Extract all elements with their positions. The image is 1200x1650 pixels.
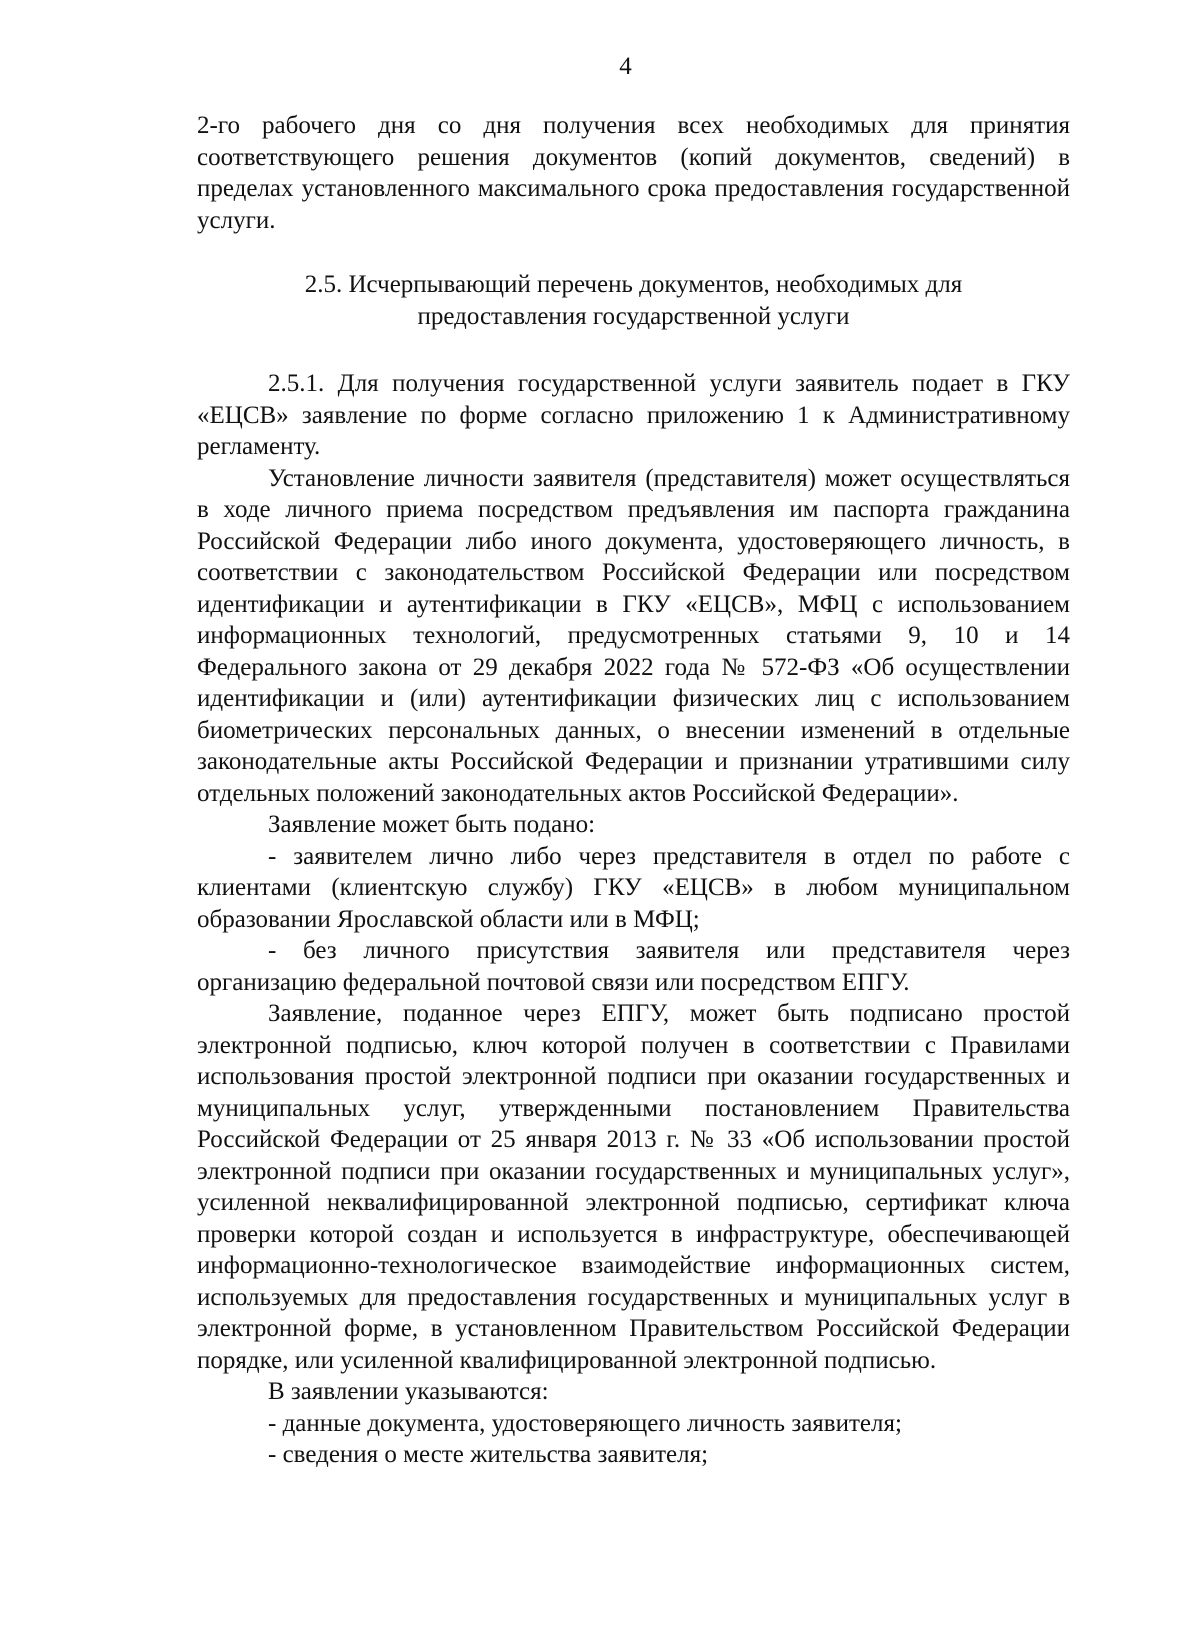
- list-item-residence: - сведения о месте жительства заявителя;: [268, 1441, 709, 1468]
- paragraph-identification: Установление личности заявителя (представителя) может осуществляться в ходе личного приема посредством предъявления им паспорта гражданина Российской Федерации либо иного документа, удостоверяющего личность, в соответствии с законодательством Российской Федерации или посредством идентификации и аутентификации в ГКУ «ЕЦСВ», МФЦ с использованием информационных технологий, предусмотренных статьями 9, 10 и 14 Федерального закона от 29 декабря 2022 года № 572-ФЗ «Об осуществлении идентификации и (или) аутентификации физических лиц с использованием биометрических персональных данных, о внесении изменений в отдельные законодательные акты Российской Федерации и признании утратившими силу отдельных положений законодательных актов Российской Федерации».: [197, 464, 1070, 807]
- paragraph-submission-intro: Заявление может быть подано:: [268, 811, 596, 838]
- page-number: 4: [619, 53, 632, 80]
- section-heading-line-2: предоставления государственной услуги: [417, 302, 850, 330]
- intro-paragraph: 2-го рабочего дня со дня получения всех необходимых для принятия соответствующего решения документов (копий документов, сведений) в пределах установленного максимального срока предоставления государственной услуги.: [197, 112, 1070, 234]
- section-heading: [197, 269, 1070, 332]
- paragraph-2-5-1: 2.5.1. Для получения государственной услуги заявитель подает в ГКУ «ЕЦСВ» заявление по форме согласно приложению 1 к Административному регламенту.: [197, 370, 1070, 460]
- paragraph-electronic-signature: Заявление, поданное через ЕПГУ, может быть подписано простой электронной подписью, ключ которой получен в соответствии с Правилами использования простой электронной подписи при оказании государственных и муниципальных услуг, утвержденными постановлением Правительства Российской Федерации от 25 января 2013 г. № 33 «Об использовании простой электронной подписи при оказании государственных и муниципальных услуг», усиленной неквалифицированной электронной подписью, сертификат ключа проверки которой создан и используется в инфраструктуре, обеспечивающей информационно-технологическое взаимодействие информационных систем, используемых для предоставления государственных и муниципальных услуг в электронной форме, в установленном Правительством Российской Федерации порядке, или усиленной квалифицированной электронной подписью.: [197, 1000, 1070, 1374]
- list-item-in-person: - заявителем лично либо через представителя в отдел по работе с клиентами (клиентскую службу) ГКУ «ЕЦСВ» в любом муниципальном образовании Ярославской области или в МФЦ;: [197, 842, 1070, 933]
- section-heading-line-1: 2.5. Исчерпывающий перечень документов, необходимых для: [304, 271, 963, 298]
- paragraph-application-contents: В заявлении указываются:: [268, 1378, 549, 1405]
- list-item-remote: - без личного присутствия заявителя или представителя через организацию федеральной почтовой связи или посредством ЕПГУ.: [197, 937, 1070, 996]
- list-item-identity-document: - данные документа, удостоверяющего личность заявителя;: [268, 1409, 902, 1437]
